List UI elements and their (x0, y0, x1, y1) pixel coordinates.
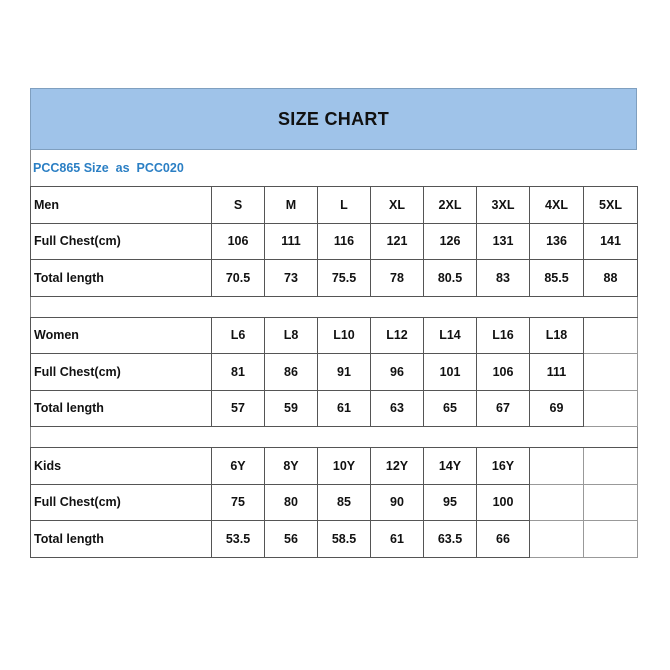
kids-row (31, 521, 638, 558)
empty-cell (530, 448, 584, 485)
empty-cell (584, 317, 638, 354)
size-cell: 116 (318, 223, 371, 260)
size-cell: 2XL (424, 187, 477, 224)
size-cell: 136 (530, 223, 584, 260)
women-row (31, 354, 638, 391)
size-cell: 58.5 (318, 521, 371, 558)
chart-header (30, 88, 637, 150)
size-cell: M (265, 187, 318, 224)
section-spacer (31, 427, 638, 448)
spacer-cell (31, 427, 638, 448)
men-row (31, 223, 638, 260)
size-cell: 3XL (477, 187, 530, 224)
women-row (31, 390, 638, 427)
empty-cell (584, 354, 638, 391)
size-cell: 80.5 (424, 260, 477, 297)
size-cell: 121 (371, 223, 424, 260)
size-cell: 12Y (371, 448, 424, 485)
row-label: Full Chest(cm) (31, 484, 212, 521)
size-cell: 4XL (530, 187, 584, 224)
size-cell: 78 (371, 260, 424, 297)
size-cell: 56 (265, 521, 318, 558)
size-cell: 67 (477, 390, 530, 427)
size-cell: 70.5 (212, 260, 265, 297)
size-cell: 73 (265, 260, 318, 297)
size-chart (30, 88, 637, 558)
empty-cell (584, 521, 638, 558)
size-cell: 75.5 (318, 260, 371, 297)
size-cell: 101 (424, 354, 477, 391)
row-label: Men (31, 187, 212, 224)
size-cell: 61 (318, 390, 371, 427)
size-cell: 90 (371, 484, 424, 521)
size-cell: 91 (318, 354, 371, 391)
size-cell: XL (371, 187, 424, 224)
size-cell: L18 (530, 317, 584, 354)
size-cell: 16Y (477, 448, 530, 485)
spacer-cell (31, 296, 638, 317)
men-row (31, 260, 638, 297)
chart-subtitle: PCC865 Size as PCC020 (30, 150, 637, 186)
size-cell: L6 (212, 317, 265, 354)
row-label: Full Chest(cm) (31, 354, 212, 391)
size-cell: 95 (424, 484, 477, 521)
size-cell: 141 (584, 223, 638, 260)
empty-cell (530, 484, 584, 521)
size-cell: L14 (424, 317, 477, 354)
size-cell: 10Y (318, 448, 371, 485)
size-cell: 126 (424, 223, 477, 260)
chart-title: SIZE CHART (278, 108, 389, 129)
section-spacer (31, 296, 638, 317)
size-cell: S (212, 187, 265, 224)
size-cell: 83 (477, 260, 530, 297)
kids-row (31, 484, 638, 521)
size-cell: 85 (318, 484, 371, 521)
size-cell: 81 (212, 354, 265, 391)
size-cell: 53.5 (212, 521, 265, 558)
size-cell: 65 (424, 390, 477, 427)
size-cell: L12 (371, 317, 424, 354)
size-cell: L (318, 187, 371, 224)
size-cell: 96 (371, 354, 424, 391)
size-cell: 61 (371, 521, 424, 558)
kids-row (31, 448, 638, 485)
size-cell: 131 (477, 223, 530, 260)
row-label: Total length (31, 390, 212, 427)
size-cell: 59 (265, 390, 318, 427)
size-cell: L8 (265, 317, 318, 354)
size-cell: 63 (371, 390, 424, 427)
size-cell: 66 (477, 521, 530, 558)
size-cell: 63.5 (424, 521, 477, 558)
men-row (31, 187, 638, 224)
size-cell: 69 (530, 390, 584, 427)
size-cell: 80 (265, 484, 318, 521)
empty-cell (584, 448, 638, 485)
size-cell: L16 (477, 317, 530, 354)
size-table (30, 186, 638, 558)
size-cell: 5XL (584, 187, 638, 224)
size-cell: 106 (212, 223, 265, 260)
row-label: Kids (31, 448, 212, 485)
size-cell: 111 (530, 354, 584, 391)
row-label: Full Chest(cm) (31, 223, 212, 260)
empty-cell (530, 521, 584, 558)
size-cell: 8Y (265, 448, 318, 485)
size-cell: 100 (477, 484, 530, 521)
size-cell: 88 (584, 260, 638, 297)
size-cell: 57 (212, 390, 265, 427)
empty-cell (584, 484, 638, 521)
row-label: Women (31, 317, 212, 354)
size-cell: 75 (212, 484, 265, 521)
size-cell: 106 (477, 354, 530, 391)
size-cell: 111 (265, 223, 318, 260)
women-row (31, 317, 638, 354)
empty-cell (584, 390, 638, 427)
row-label: Total length (31, 521, 212, 558)
size-cell: L10 (318, 317, 371, 354)
size-cell: 86 (265, 354, 318, 391)
size-cell: 14Y (424, 448, 477, 485)
row-label: Total length (31, 260, 212, 297)
size-cell: 85.5 (530, 260, 584, 297)
size-cell: 6Y (212, 448, 265, 485)
